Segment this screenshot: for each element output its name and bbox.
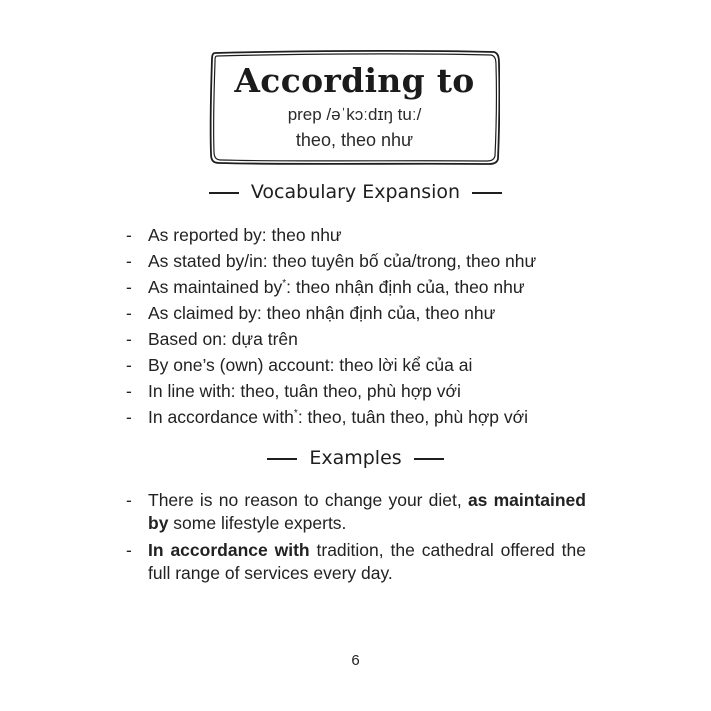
list-bullet: - — [126, 225, 132, 245]
vocab-heading — [0, 181, 711, 203]
example-phrase: as maintained by — [148, 490, 586, 533]
vocab-item-text: Based on: dựa trên — [148, 329, 298, 349]
vocab-item-text: As claimed by: theo nhận định của, theo như — [148, 303, 496, 323]
list-bullet: - — [126, 540, 132, 560]
heading-dash-right — [414, 458, 444, 460]
vocab-item-text: : theo, tuân theo, phù hợp với — [297, 407, 529, 427]
list-bullet: - — [126, 381, 132, 401]
list-bullet: - — [126, 329, 132, 349]
pronunciation: prep /əˈkɔːdɪŋ tuː/ — [287, 105, 422, 124]
vocab-item — [126, 378, 536, 404]
example-item — [126, 539, 586, 585]
footnote-mark: * — [282, 278, 287, 290]
list-bullet: - — [126, 251, 132, 271]
vocab-item-text: : theo nhận định của, theo như — [286, 277, 525, 297]
example-text: There is no reason to change your diet, — [148, 490, 468, 510]
list-bullet: - — [126, 490, 132, 510]
heading-dash-left — [267, 458, 297, 460]
vocab-item — [126, 352, 536, 378]
vocab-item-text: As stated by/in: theo tuyên bố của/trong, theo như — [148, 251, 537, 271]
vocab-list — [126, 222, 536, 430]
list-bullet: - — [126, 303, 132, 323]
example-text: some lifestyle experts. — [168, 513, 347, 533]
vocab-item-text: As reported by: theo như — [148, 225, 342, 245]
vocab-item-text: In line with: theo, tuân theo, phù hợp với — [148, 381, 461, 401]
heading-dash-left — [209, 192, 239, 194]
examples-heading-label: Examples — [309, 447, 402, 469]
list-bullet: - — [126, 355, 132, 375]
title-box — [209, 49, 500, 165]
meaning: theo, theo như — [295, 130, 414, 150]
heading-dash-right — [472, 192, 502, 194]
vocab-item — [126, 274, 536, 300]
example-item — [126, 489, 586, 535]
headword-title: According to — [234, 61, 475, 100]
list-bullet: - — [126, 277, 132, 297]
example-text: tradition, the cathedral offered the full range of services every day. — [148, 540, 586, 583]
vocab-item — [126, 222, 536, 248]
examples-list — [126, 489, 586, 589]
example-phrase: In accordance with — [148, 540, 310, 560]
list-bullet: - — [126, 407, 132, 427]
vocab-item-text: As maintained by — [148, 277, 283, 297]
vocab-item — [126, 248, 536, 274]
footnote-mark: * — [293, 408, 298, 420]
vocab-item — [126, 326, 536, 352]
vocab-item — [126, 300, 536, 326]
vocab-item — [126, 404, 536, 430]
examples-heading — [0, 447, 711, 469]
vocab-item-text: By one’s (own) account: theo lời kể của ai — [148, 355, 473, 375]
vocab-item-text: In accordance with — [148, 407, 294, 427]
page-number: 6 — [351, 652, 360, 669]
vocab-heading-label: Vocabulary Expansion — [250, 181, 461, 203]
